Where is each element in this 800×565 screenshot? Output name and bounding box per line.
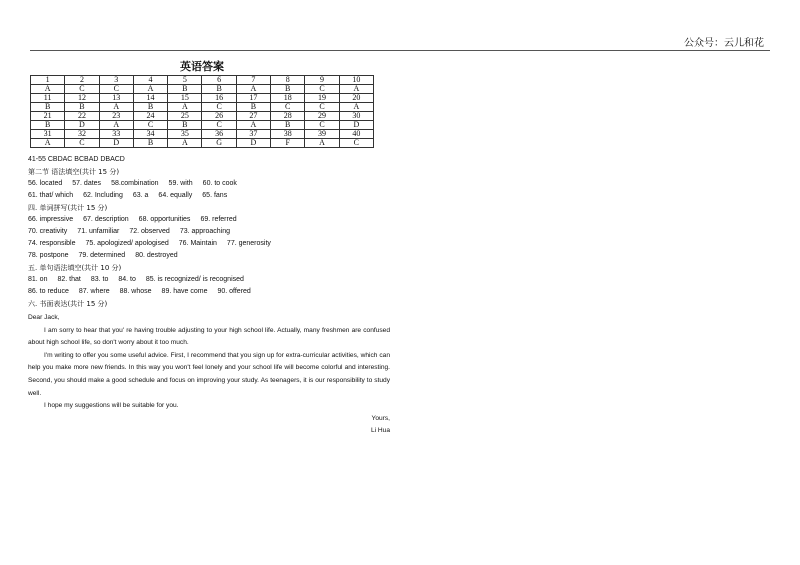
answer-item: 88. whose bbox=[119, 288, 152, 295]
answer-item: 69. referred bbox=[200, 216, 237, 223]
table-cell: B bbox=[271, 85, 305, 94]
header-rule bbox=[30, 50, 770, 51]
table-cell: C bbox=[65, 85, 99, 94]
answer-item: 78. postpone bbox=[28, 252, 69, 259]
table-cell: 17 bbox=[236, 94, 270, 103]
table-cell: G bbox=[202, 139, 236, 148]
essay-paragraph-1: I am sorry to hear that you' re having trouble adjusting to your high school life. Actually, many freshmen are confused about high school life, so don't worry about it too much. bbox=[28, 326, 390, 347]
answer-lines bbox=[28, 154, 398, 310]
table-cell: B bbox=[271, 121, 305, 130]
table-cell: 8 bbox=[271, 76, 305, 85]
answer-item: 77. generosity bbox=[226, 240, 271, 247]
answer-item: 71. unfamiliar bbox=[77, 228, 120, 235]
table-cell: 27 bbox=[236, 112, 270, 121]
answer-line bbox=[28, 250, 398, 262]
table-cell: A bbox=[99, 103, 133, 112]
table-cell: C bbox=[305, 103, 339, 112]
table-cell: B bbox=[168, 121, 202, 130]
answer-item: 58.combination bbox=[111, 180, 159, 187]
essay-paragraph-3: I hope my suggestions will be suitable for you. bbox=[44, 402, 179, 410]
answer-item: 80. destroyed bbox=[135, 252, 178, 259]
essay-greeting: Dear Jack, bbox=[28, 314, 60, 321]
table-cell: 30 bbox=[339, 112, 373, 121]
table-cell: D bbox=[339, 121, 373, 130]
table-cell: C bbox=[99, 85, 133, 94]
table-cell: 16 bbox=[202, 94, 236, 103]
answer-item: 89. have come bbox=[161, 288, 208, 295]
answer-line bbox=[28, 286, 398, 298]
answer-item: 81. on bbox=[28, 276, 48, 283]
table-cell: 15 bbox=[168, 94, 202, 103]
table-cell: A bbox=[99, 121, 133, 130]
answer-item: 61. that/ which bbox=[28, 192, 74, 199]
answer-item: 67. description bbox=[83, 216, 129, 223]
table-cell: B bbox=[202, 85, 236, 94]
answer-item: 65. fans bbox=[202, 192, 228, 199]
answer-item: 75. apologized/ apologised bbox=[85, 240, 169, 247]
table-cell: C bbox=[202, 121, 236, 130]
table-cell: B bbox=[133, 103, 167, 112]
table-cell: D bbox=[236, 139, 270, 148]
table-cell: 35 bbox=[168, 130, 202, 139]
answer-line bbox=[28, 226, 398, 238]
table-cell: D bbox=[65, 121, 99, 130]
section-heading: 第二节 语法填空(共计 15 分) bbox=[28, 168, 120, 176]
answer-item: 79. determined bbox=[78, 252, 126, 259]
answer-item: 74. responsible bbox=[28, 240, 76, 247]
table-cell: 3 bbox=[99, 76, 133, 85]
answer-item: 64. equally bbox=[158, 192, 193, 199]
table-cell: 19 bbox=[305, 94, 339, 103]
answer-item: 83. to bbox=[90, 276, 109, 283]
table-cell: 33 bbox=[99, 130, 133, 139]
table-cell: 4 bbox=[133, 76, 167, 85]
table-cell: B bbox=[31, 103, 65, 112]
answer-item: 87. where bbox=[78, 288, 110, 295]
answer-line bbox=[28, 190, 398, 202]
table-cell: B bbox=[236, 103, 270, 112]
table-cell: 38 bbox=[271, 130, 305, 139]
table-cell: 18 bbox=[271, 94, 305, 103]
answer-item: 66. impressive bbox=[28, 216, 74, 223]
table-cell: B bbox=[168, 85, 202, 94]
table-cell: 31 bbox=[31, 130, 65, 139]
table-cell: 12 bbox=[65, 94, 99, 103]
table-cell: 32 bbox=[65, 130, 99, 139]
table-cell: 7 bbox=[236, 76, 270, 85]
answer-item: 82. that bbox=[57, 276, 81, 283]
answer-item: 86. to reduce bbox=[28, 288, 69, 295]
table-cell: 22 bbox=[65, 112, 99, 121]
table-cell: 9 bbox=[305, 76, 339, 85]
essay-closing: Yours, bbox=[371, 414, 390, 422]
table-cell: 20 bbox=[339, 94, 373, 103]
table-cell: F bbox=[271, 139, 305, 148]
section-heading: 五. 单句语法填空(共计 10 分) bbox=[28, 264, 122, 272]
table-cell: 37 bbox=[236, 130, 270, 139]
table-cell: 10 bbox=[339, 76, 373, 85]
answer-item: 56. located bbox=[28, 180, 63, 187]
essay bbox=[28, 312, 390, 438]
table-cell: A bbox=[305, 139, 339, 148]
table-cell: 1 bbox=[31, 76, 65, 85]
answer-item: 85. is recognized/ is recognised bbox=[145, 276, 244, 283]
table-cell: 25 bbox=[168, 112, 202, 121]
table-cell: A bbox=[31, 85, 65, 94]
page-title: 英语答案 bbox=[180, 60, 224, 73]
table-row bbox=[31, 139, 374, 148]
answer-item: 84. to bbox=[118, 276, 136, 283]
table-cell: C bbox=[202, 103, 236, 112]
table-cell: C bbox=[339, 139, 373, 148]
table-cell: C bbox=[65, 139, 99, 148]
answer-line: 41-55 CBDAC BCBAD DBACD bbox=[28, 156, 125, 163]
answer-line bbox=[28, 214, 398, 226]
table-cell: 21 bbox=[31, 112, 65, 121]
table-cell: 6 bbox=[202, 76, 236, 85]
table-cell: 40 bbox=[339, 130, 373, 139]
table-cell: 28 bbox=[271, 112, 305, 121]
table-cell: C bbox=[305, 85, 339, 94]
answer-item: 63. a bbox=[132, 192, 149, 199]
section-heading: 六. 书面表达(共计 15 分) bbox=[28, 300, 108, 308]
essay-paragraph-2: I'm writing to offer you some useful advice. First, I recommend that you sign up for extra-curricular activities, which can help you make more new friends. In this way you won't feel lonely and your school life will become colorful and interesting. Second, you should make a good schedule and focus on improving your study. As teenagers, it is our responsibility to study well. bbox=[28, 351, 390, 397]
answer-item: 68. opportunities bbox=[138, 216, 191, 223]
answer-item: 62. Including bbox=[83, 192, 123, 199]
table-cell: B bbox=[133, 139, 167, 148]
table-cell: 23 bbox=[99, 112, 133, 121]
table-cell: C bbox=[271, 103, 305, 112]
answer-line bbox=[28, 238, 398, 250]
table-cell: B bbox=[65, 103, 99, 112]
answer-line bbox=[28, 274, 398, 286]
table-cell: A bbox=[339, 103, 373, 112]
answer-table bbox=[30, 75, 374, 148]
answer-item: 59. with bbox=[168, 180, 193, 187]
table-cell: B bbox=[31, 121, 65, 130]
table-cell: A bbox=[168, 103, 202, 112]
table-cell: 26 bbox=[202, 112, 236, 121]
essay-signature: Li Hua bbox=[370, 427, 390, 435]
table-cell: A bbox=[168, 139, 202, 148]
page-header: 公众号：云儿和花 bbox=[684, 38, 764, 49]
table-cell: 5 bbox=[168, 76, 202, 85]
table-cell: C bbox=[305, 121, 339, 130]
answer-item: 90. offered bbox=[217, 288, 251, 295]
table-cell: C bbox=[133, 121, 167, 130]
answer-item: 76. Maintain bbox=[178, 240, 217, 247]
table-cell: 13 bbox=[99, 94, 133, 103]
answer-item: 73. approaching bbox=[179, 228, 231, 235]
answer-item: 70. creativity bbox=[28, 228, 68, 235]
table-cell: 34 bbox=[133, 130, 167, 139]
table-cell: 11 bbox=[31, 94, 65, 103]
table-cell: A bbox=[339, 85, 373, 94]
table-cell: 39 bbox=[305, 130, 339, 139]
table-cell: 29 bbox=[305, 112, 339, 121]
table-cell: A bbox=[236, 121, 270, 130]
table-cell: A bbox=[31, 139, 65, 148]
section-heading: 四. 单词拼写(共计 15 分) bbox=[28, 204, 108, 212]
table-cell: 14 bbox=[133, 94, 167, 103]
answer-item: 72. observed bbox=[129, 228, 170, 235]
table-cell: D bbox=[99, 139, 133, 148]
answer-line bbox=[28, 178, 398, 190]
answer-item: 60. to cook bbox=[202, 180, 237, 187]
answer-item: 57. dates bbox=[72, 180, 102, 187]
table-cell: 24 bbox=[133, 112, 167, 121]
table-cell: A bbox=[133, 85, 167, 94]
table-cell: A bbox=[236, 85, 270, 94]
table-cell: 2 bbox=[65, 76, 99, 85]
table-cell: 36 bbox=[202, 130, 236, 139]
